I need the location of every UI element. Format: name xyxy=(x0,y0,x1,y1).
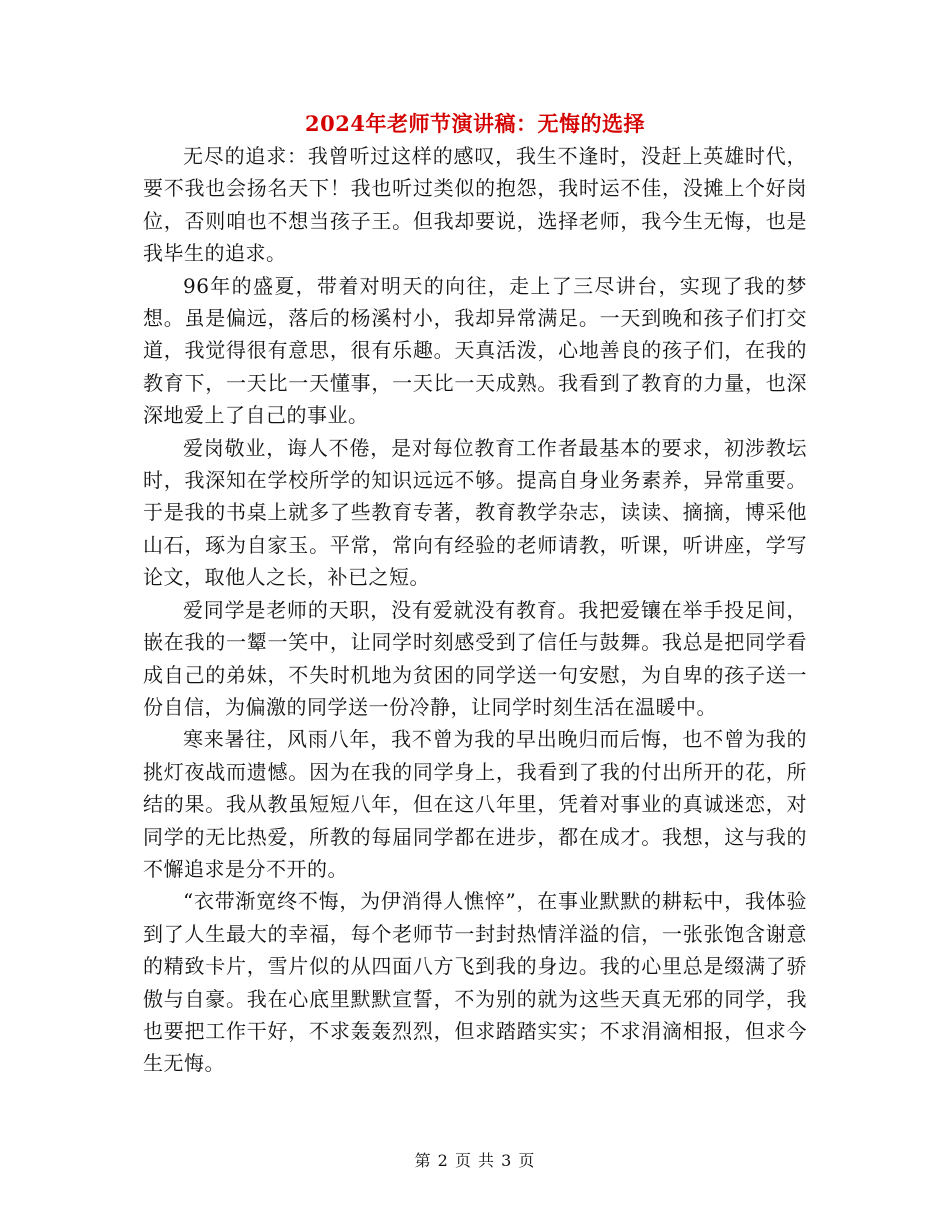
paragraph-2: 96年的盛夏，带着对明天的向往，走上了三尽讲台，实现了我的梦想。虽是偏远，落后的杨溪村小，我却异常满足。一天到晚和孩子们打交道，我觉得很有意思，很有乐趣。天真活泼，心地善良的孩子们，在我的教育下，一天比一天懂事，一天比一天成熟。我看到了教育的力量，也深深地爱上了自己的事业。 xyxy=(143,273,807,428)
paragraph-1: 无尽的追求：我曾听过这样的感叹，我生不逢时，没赶上英雄时代，要不我也会扬名天下！我也听过类似的抱怨，我时运不佳，没摊上个好岗位，否则咱也不想当孩子王。但我却要说，选择老师，我今生无悔，也是我毕生的追求。 xyxy=(143,144,807,266)
document-body xyxy=(143,140,807,1080)
page-number-footer: 第 2 页 共 3 页 xyxy=(414,1151,536,1170)
document-title: 2024年老师节演讲稿：无悔的选择 xyxy=(305,111,645,136)
paragraph-5: 寒来暑往，风雨八年，我不曾为我的早出晚归而后悔，也不曾为我的挑灯夜战而遗憾。因为在我的同学身上，我看到了我的付出所开的花，所结的果。我从教虽短短八年，但在这八年里，凭着对事业的真诚迷恋，对同学的无比热爱，所教的每届同学都在进步，都在成才。我想，这与我的不懈追求是分不开的。 xyxy=(143,727,807,881)
paragraph-6: “衣带渐宽终不悔，为伊消得人憔悴”，在事业默默的耕耘中，我体验到了人生最大的幸福，每个老师节一封封热情洋溢的信，一张张饱含谢意的精致卡片，雪片似的从四面八方飞到我的身边。我的心里总是缀满了骄傲与自豪。我在心底里默默宣誓，不为别的就为这些天真无邪的同学，我也要把工作干好，不求轰轰烈烈，但求踏踏实实；不求涓滴相报，但求今生无悔。 xyxy=(143,889,807,1076)
paragraph-3: 爱岗敬业，诲人不倦，是对每位教育工作者最基本的要求，初涉教坛时，我深知在学校所学的知识远远不够。提高自身业务素养，异常重要。于是我的书桌上就多了些教育专著，教育教学杂志，读读、摘摘，博采他山石，琢为自家玉。平常，常向有经验的老师请教，听课，听讲座，学写论文，取他人之长，补已之短。 xyxy=(143,435,807,590)
paragraph-4: 爱同学是老师的天职，没有爱就没有教育。我把爱镶在举手投足间，嵌在我的一颦一笑中，让同学时刻感受到了信任与鼓舞。我总是把同学看成自己的弟妹，不失时机地为贫困的同学送一句安慰，为自卑的孩子送一份自信，为偏激的同学送一份冷静，让同学时刻生活在温暖中。 xyxy=(143,597,807,719)
